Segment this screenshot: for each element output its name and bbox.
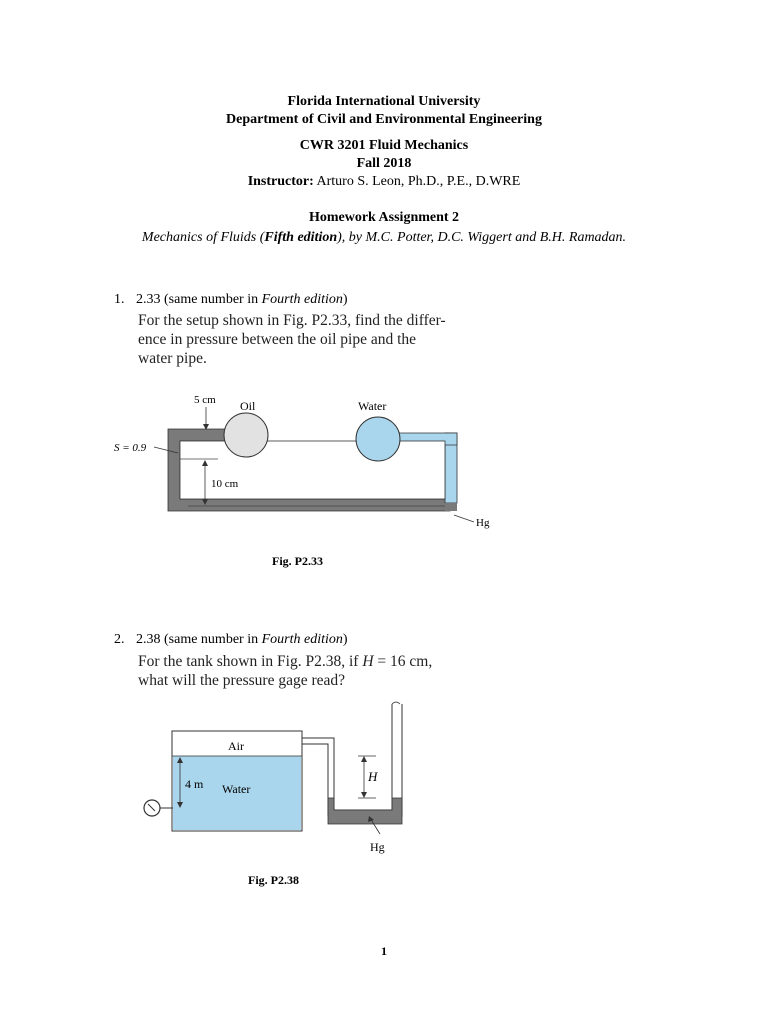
figure-p2-38 (130, 698, 440, 893)
figure-p2-33 (108, 385, 508, 575)
label-hg: Hg (370, 840, 385, 854)
figure-caption: Fig. P2.33 (272, 554, 323, 568)
label-water: Water (358, 399, 387, 413)
instructor-line (0, 174, 768, 190)
problem-1-number: 1. (114, 292, 125, 307)
pipe-outer (302, 704, 392, 810)
problem-1-id: 2.33 (same number in (136, 292, 262, 307)
problem-2-statement-line (138, 652, 432, 671)
label-5cm: 5 cm (194, 394, 216, 406)
problem-2-number: 2. (114, 632, 125, 647)
course-title: CWR 3201 Fluid Mechanics (299, 138, 469, 153)
arrowhead-icon (361, 756, 367, 762)
problem-2-id: 2.38 (same number in (136, 632, 262, 647)
instructor-name: Arturo S. Leon, Ph.D., P.E., D.WRE (313, 174, 521, 189)
book-edition: Fifth edition (264, 230, 338, 245)
statement-text: For the tank shown in Fig. P2.38, if (138, 653, 363, 670)
hg-leader (454, 515, 474, 522)
problem-1-statement (138, 311, 446, 368)
manometer-interior (180, 441, 445, 499)
book-suffix: ), by M.C. Potter, D.C. Wiggert and B.H. Ramadan. (337, 230, 627, 245)
oil-pipe-circle (224, 413, 268, 457)
problem-1-statement-line: ence in pressure between the oil pipe and the (138, 331, 417, 348)
problem-1-statement-line: For the setup shown in Fig. P2.33, find the differ- (138, 312, 446, 329)
label-oil: Oil (240, 399, 256, 413)
label-specific-gravity: S = 0.9 (114, 442, 147, 454)
book-prefix: Mechanics of Fluids ( (141, 230, 265, 245)
assignment-title: Homework Assignment 2 (308, 210, 460, 225)
problem-2-statement-line: what will the pressure gage read? (138, 672, 346, 689)
label-4m: 4 m (185, 777, 204, 791)
problem-1-edition: Fourth edition (261, 292, 343, 307)
label-h: H (368, 769, 378, 784)
problem-1-statement-line: water pipe. (138, 350, 207, 367)
hg-right-leg (445, 503, 457, 511)
problem-2-heading (114, 632, 348, 648)
arrowhead-icon (361, 792, 367, 798)
textbook-reference (0, 230, 768, 246)
instructor-label: Instructor: (247, 174, 314, 189)
department-name: Department of Civil and Environmental Engineering (226, 112, 542, 127)
statement-variable: H (362, 653, 374, 670)
term: Fall 2018 (356, 156, 412, 171)
tube-top-break (392, 702, 400, 704)
label-air: Air (228, 739, 244, 753)
label-10cm: 10 cm (211, 478, 239, 490)
problem-2-statement (138, 652, 432, 690)
water-pipe-circle (356, 417, 400, 461)
pipe-inner (302, 704, 402, 816)
problem-1-close: ) (342, 292, 348, 307)
problem-1-heading (114, 292, 348, 308)
label-hg: Hg (476, 517, 490, 529)
problem-2-edition: Fourth edition (261, 632, 343, 647)
statement-text: = 16 cm, (373, 653, 433, 670)
university-name: Florida International University (287, 94, 481, 109)
problem-2-close: ) (342, 632, 348, 647)
label-water: Water (222, 782, 251, 796)
hg-fill (328, 798, 402, 824)
figure-caption: Fig. P2.38 (248, 873, 299, 887)
page-number: 1 (381, 944, 387, 958)
